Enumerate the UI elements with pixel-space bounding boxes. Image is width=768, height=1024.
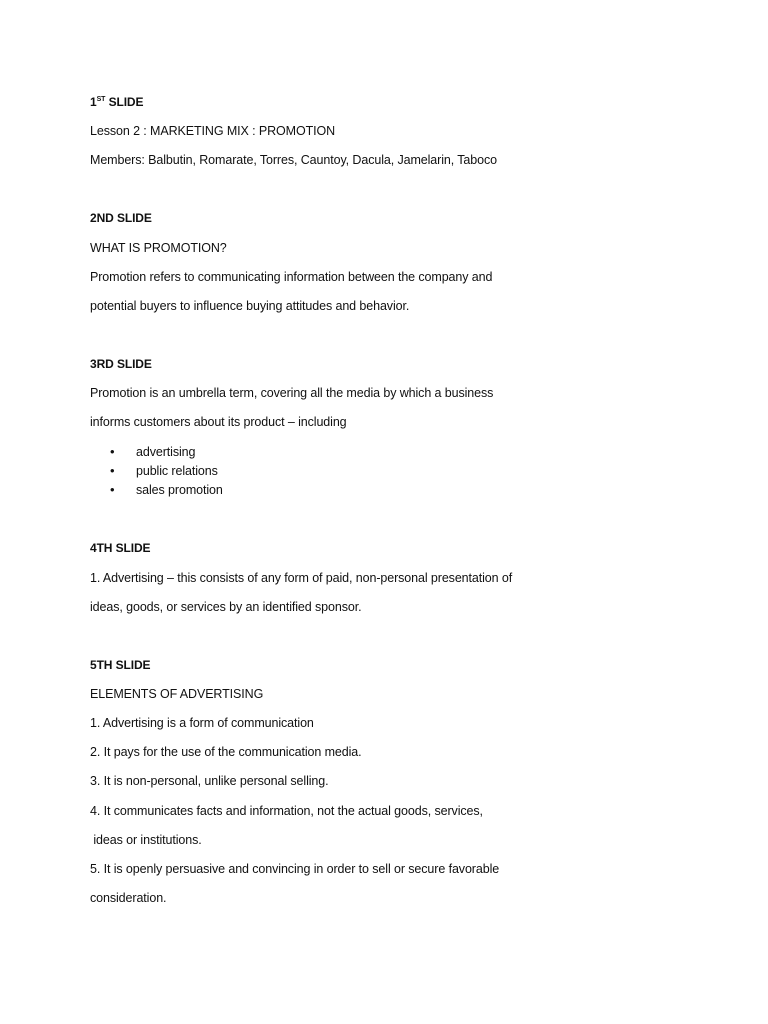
bullet-label-public-relations: public relations: [136, 464, 218, 478]
slide4-text-line2: ideas, goods, or services by an identified sponsor.: [90, 600, 362, 614]
slide5-item-5-line1: 5. It is openly persuasive and convincing in order to sell or secure favorable: [90, 862, 500, 876]
slide5-item-2: 2. It pays for the use of the communication media.: [90, 745, 362, 759]
slide5-subheading: ELEMENTS OF ADVERTISING: [90, 687, 264, 701]
bullet-list-item: [110, 482, 223, 498]
slide4-text-line1: 1. Advertising – this consists of any form of paid, non-personal presentation of: [90, 571, 513, 585]
slide1-members: Members: Balbutin, Romarate, Torres, Cauntoy, Dacula, Jamelarin, Taboco: [90, 153, 497, 167]
slide3-heading: 3RD SLIDE: [90, 357, 152, 371]
slide2-definition-line2: potential buyers to influence buying attitudes and behavior.: [90, 299, 410, 313]
slide4-heading: 4TH SLIDE: [90, 541, 151, 555]
bullet-icon: •: [110, 482, 115, 497]
slide5-item-3: 3. It is non-personal, unlike personal selling.: [90, 774, 329, 788]
slide1-lesson: Lesson 2 : MARKETING MIX : PROMOTION: [90, 124, 336, 138]
slide5-item-1: 1. Advertising is a form of communication: [90, 716, 314, 730]
bullet-label-sales-promotion: sales promotion: [136, 483, 223, 497]
slide1-heading-word: SLIDE: [108, 95, 144, 109]
slide2-heading: 2ND SLIDE: [90, 211, 152, 225]
slide5-item-4-line2: ideas or institutions.: [90, 833, 202, 847]
bullet-icon: •: [110, 463, 115, 478]
slide5-item-5-line2: consideration.: [90, 891, 167, 905]
slide1-heading: [90, 94, 143, 113]
slide2-question: WHAT IS PROMOTION?: [90, 241, 227, 255]
slide5-heading: 5TH SLIDE: [90, 658, 151, 672]
bullet-icon: •: [110, 444, 115, 459]
bullet-list-item: [110, 444, 195, 460]
bullet-label-advertising: advertising: [136, 445, 196, 459]
bullet-list-item: [110, 463, 218, 479]
slide3-text-line1: Promotion is an umbrella term, covering all the media by which a business: [90, 386, 494, 400]
slide1-heading-number: 1: [90, 95, 97, 109]
slide3-text-line2: informs customers about its product – including: [90, 415, 347, 429]
slide2-definition-line1: Promotion refers to communicating information between the company and: [90, 270, 493, 284]
slide1-heading-ordinal: ST: [96, 96, 106, 103]
slide5-item-4-line1: 4. It communicates facts and information, not the actual goods, services,: [90, 804, 483, 818]
